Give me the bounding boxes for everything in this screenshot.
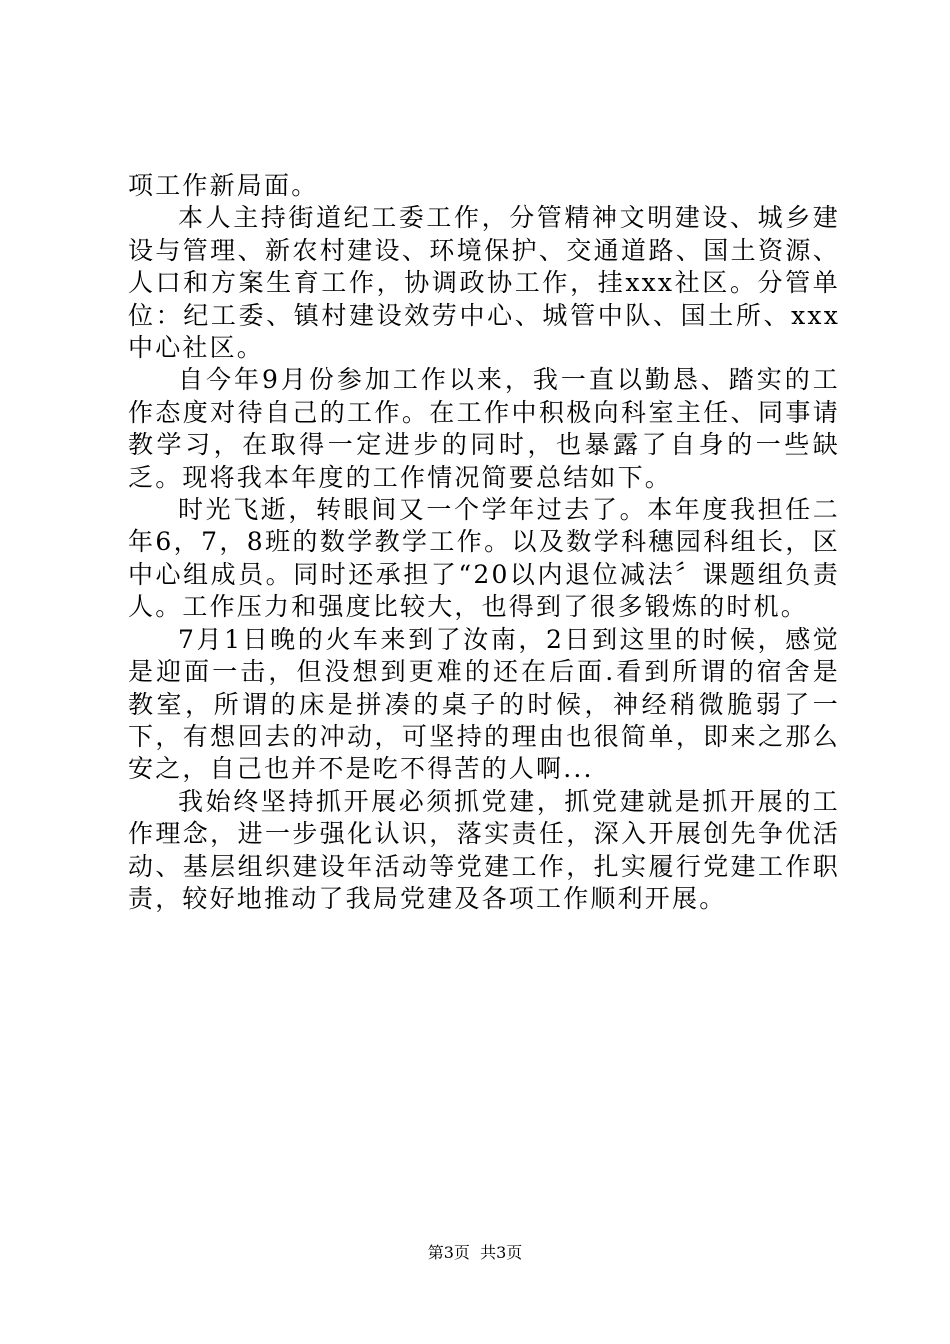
paragraph-6: 我始终坚持抓开展必须抓党建，抓党建就是抓开展的工作理念，进一步强化认识，落实责任，深入开展创先争优活动、基层组织建设年活动等党建工作，扎实履行党建工作职责，较好地推动了我局党建及各项工作顺利开展。: [128, 786, 840, 913]
total-pages: 共3页: [480, 1243, 523, 1262]
paragraph-3: 自今年9月份参加工作以来，我一直以勤恳、踏实的工作态度对待自己的工作。在工作中积极向科室主任、同事请教学习，在取得一定进步的同时，也暴露了自身的一些缺乏。现将我本年度的工作情况简要总结如下。: [128, 365, 840, 492]
paragraph-2: 本人主持街道纪工委工作，分管精神文明建设、城乡建设与管理、新农村建设、环境保护、交通道路、国土资源、人口和方案生育工作，协调政协工作，挂xxx社区。分管单位：纪工委、镇村建设效劳中心、城管中队、国土所、xxx中心社区。: [128, 203, 840, 363]
page-number: 第3页: [427, 1243, 470, 1262]
footer-separator: [470, 1243, 480, 1262]
paragraph-5: 7月1日晚的火车来到了汝南，2日到这里的时候，感觉是迎面一击，但没想到更难的还在后面.看到所谓的宿舍是教室，所谓的床是拼凑的桌子的时候，神经稍微脆弱了一下，有想回去的冲动，可坚持的理由也很简单，即来之那么安之，自己也并不是吃不得苦的人啊...: [128, 624, 840, 784]
page-footer: [0, 1243, 950, 1263]
paragraph-4: 时光飞逝，转眼间又一个学年过去了。本年度我担任二年6，7，8班的数学教学工作。以及数学科穗园科组长，区中心组成员。同时还承担了“20以内退位减法〞课题组负责人。工作压力和强度比较大，也得到了很多锻炼的时机。: [128, 495, 840, 622]
paragraph-1: 项工作新局面。: [128, 171, 319, 200]
document-body: [128, 170, 840, 915]
